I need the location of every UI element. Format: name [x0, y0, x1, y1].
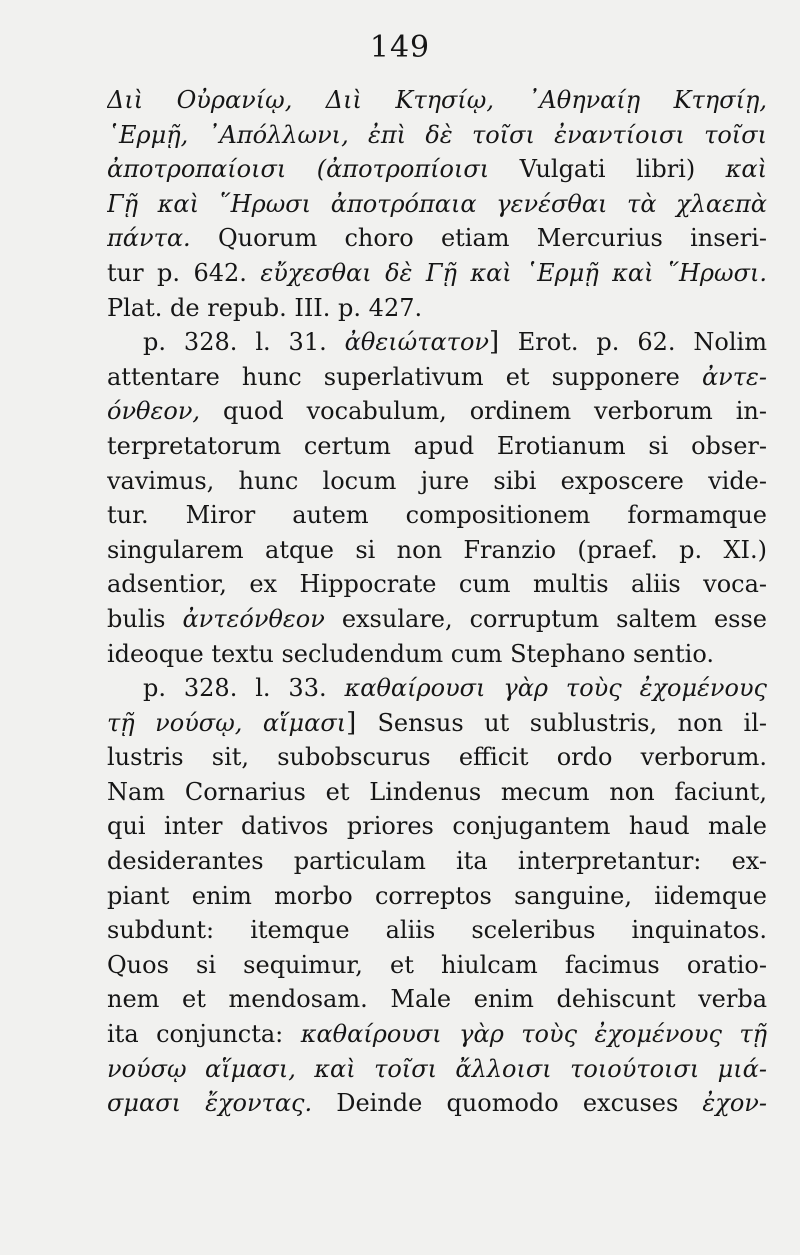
latin-text: Quos si sequimur, et hiulcam facimus oratio-	[107, 950, 767, 979]
greek-text: εὔχεσθαι δὲ Γῇ καὶ ῾Ερμῇ καὶ ῞Ηρωσι.	[260, 258, 767, 287]
text-line	[107, 775, 767, 810]
greek-text: ἀντεόνθεον	[182, 604, 342, 633]
greek-text: πάντα.	[107, 224, 218, 253]
body-text	[107, 83, 767, 1121]
latin-text: Erot. p. 62. Nolim	[517, 328, 767, 357]
greek-text: ἀθειώτατον	[344, 328, 489, 357]
text-line	[107, 740, 767, 775]
text-line	[107, 671, 767, 706]
text-line	[107, 464, 767, 499]
greek-text: καθαίρουσι γὰρ τοὺς ἐχομένους	[344, 674, 767, 703]
latin-text: lustris sit, subobscurus efficit ordo verborum.	[107, 743, 767, 772]
greek-text: καθαίρουσι γὰρ τοὺς ἐχομένους τῇ	[300, 1020, 767, 1049]
text-line	[107, 394, 767, 429]
greek-text: νούσῳ αἵμασι, καὶ τοῖσι ἄλλοισι τοιούτοισι μιά-	[107, 1054, 767, 1083]
text-line	[107, 118, 767, 153]
greek-text: ἐχον-	[702, 1089, 767, 1118]
latin-text: ideoque textu secludendum cum Stephano sentio.	[107, 639, 714, 668]
latin-text: Sensus ut sublustris, non il-	[377, 708, 767, 737]
greek-text: τῇ νούσῳ, αἵμασι	[107, 708, 347, 737]
greek-text: ἀποτροπαίοισι (ἀποτροπίοισι	[107, 155, 520, 184]
text-line	[107, 706, 767, 741]
latin-text: Nam Cornarius et Lindenus mecum non faciunt,	[107, 777, 767, 806]
latin-text: nem et mendosam. Male enim dehiscunt verba	[107, 985, 767, 1014]
latin-text: Quorum choro etiam Mercurius inseri-	[217, 224, 767, 253]
text-line	[107, 913, 767, 948]
text-line	[107, 567, 767, 602]
latin-text: Deinde quomodo excuses	[336, 1089, 703, 1118]
latin-text: tur. Miror autem compositionem formamque	[107, 501, 767, 530]
text-line	[107, 602, 767, 637]
text-line	[107, 844, 767, 879]
greek-text: ῾Ερμῇ, ᾿Απόλλωνι, ἐπὶ δὲ τοῖσι ἐναντίοισι τοῖσι	[107, 120, 767, 149]
page-number: 149	[369, 30, 431, 65]
latin-text: singularem atque si non Franzio (praef. p. XI.)	[107, 535, 767, 564]
latin-text: bulis	[107, 604, 183, 633]
latin-text: piant enim morbo correptos sanguine, iidemque	[107, 881, 767, 910]
text-line	[107, 498, 767, 533]
lemma-bracket: ]	[489, 327, 518, 358]
latin-text: terpretatorum certum apud Erotianum si obser-	[107, 431, 767, 460]
text-line	[107, 187, 767, 222]
text-line	[107, 83, 767, 118]
greek-text: ἀντε-	[701, 362, 767, 391]
latin-text: subdunt: itemque aliis sceleribus inquinatos.	[107, 916, 767, 945]
text-line	[107, 879, 767, 914]
latin-text: p. 328. l. 31.	[143, 328, 345, 357]
greek-text: όνθεον,	[107, 397, 224, 426]
lemma-bracket: ]	[346, 707, 378, 738]
text-line	[107, 982, 767, 1017]
text-line	[107, 325, 767, 360]
latin-text: desiderantes particulam ita interpretantur: ex-	[107, 847, 767, 876]
text-line	[107, 948, 767, 983]
text-line	[107, 637, 767, 672]
text-line	[107, 1052, 767, 1087]
latin-text: Vulgati libri)	[519, 155, 726, 184]
latin-text: tur p. 642.	[107, 258, 261, 287]
latin-text: attentare hunc superlativum et supponere	[107, 362, 702, 391]
latin-text: quod vocabulum, ordinem verborum in-	[223, 397, 767, 426]
greek-text: Διὶ Οὐρανίῳ, Διὶ Κτησίῳ, ᾿Αθηναίῃ Κτησίῃ,	[107, 86, 767, 114]
text-line	[107, 291, 767, 326]
greek-text: καὶ	[725, 155, 767, 184]
text-line	[107, 533, 767, 568]
latin-text: adsentior, ex Hippocrate cum multis aliis voca-	[107, 570, 767, 599]
greek-text: σμασι ἔχοντας.	[107, 1089, 337, 1118]
text-line	[107, 152, 767, 187]
latin-text: Plat. de repub. III. p. 427.	[107, 293, 423, 322]
text-line	[107, 1086, 767, 1121]
latin-text: vavimus, hunc locum jure sibi exposcere vide-	[107, 466, 767, 495]
greek-text: Γῇ καὶ ῞Ηρωσι ἀποτρόπαια γενέσθαι τὰ χλαεπὰ	[107, 189, 767, 218]
latin-text: qui inter dativos priores conjugantem haud male	[107, 812, 767, 841]
text-line	[107, 809, 767, 844]
text-line	[107, 429, 767, 464]
text-line	[107, 221, 767, 256]
latin-text: exsulare, corruptum saltem esse	[341, 604, 767, 633]
latin-text: p. 328. l. 33.	[143, 674, 345, 703]
text-line	[107, 360, 767, 395]
text-line	[107, 1017, 767, 1052]
text-line	[107, 256, 767, 291]
latin-text: ita conjuncta:	[107, 1020, 301, 1049]
